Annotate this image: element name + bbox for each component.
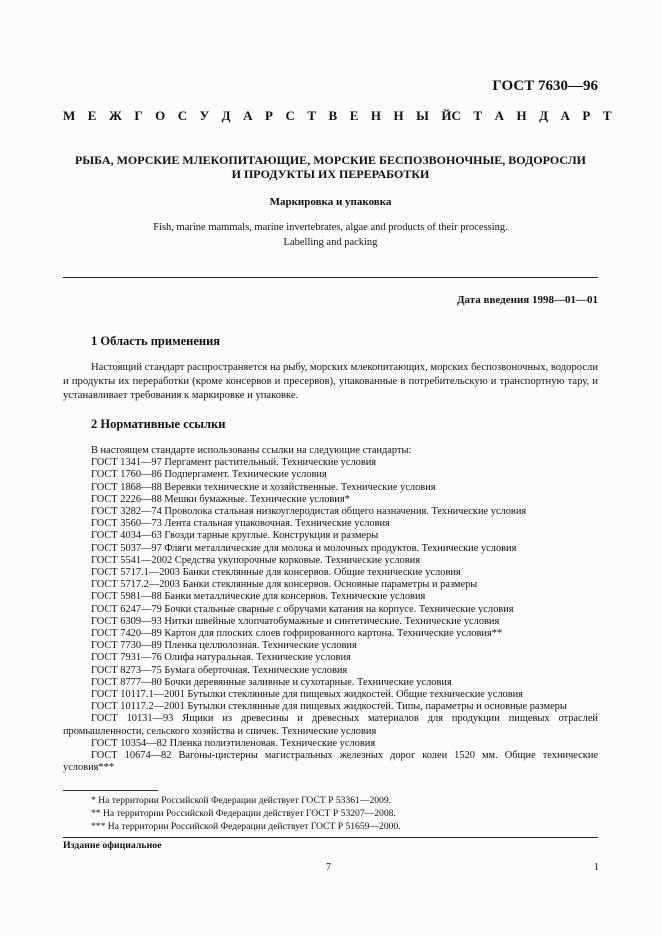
- interstate-word: [63, 108, 452, 124]
- page-number: 7: [326, 862, 331, 873]
- reference-items-wrapped: [63, 701, 598, 738]
- heading-letter: Д: [221, 108, 231, 123]
- reference-item: ГОСТ 1760—86 Подпергамент. Технические условия: [91, 469, 327, 481]
- heading-letter: У: [199, 108, 210, 123]
- heading-letter: Р: [582, 108, 591, 123]
- reference-item: ГОСТ 10117.2—2001 Бутылки стеклянные для пищевых жидкостей. Типы, параметры и основные размеры: [91, 701, 567, 713]
- reference-item: ГОСТ 5717.1—2003 Банки стеклянные для консервов. Общие технические условия: [91, 567, 461, 579]
- reference-item: ГОСТ 7931—76 Олифа натуральная. Технические условия: [91, 652, 351, 664]
- interstate-standard-heading: [63, 108, 612, 124]
- reference-item: ГОСТ 6309—93 Нитки швейные хлопчатобумажные и синтетические. Технические условия: [91, 615, 500, 627]
- heading-letter: С: [285, 108, 295, 123]
- reference-item: ГОСТ 4034—63 Гвозди тарные круглые. Конструкция и размеры: [91, 530, 379, 542]
- reference-item: ГОСТ 1341—97 Пергамент растительный. Технические условия: [91, 457, 377, 469]
- references-list: [63, 445, 598, 774]
- footnote: * На территории Российской Федерации действует ГОСТ Р 53361—2009.: [91, 795, 392, 806]
- english-title-line: Fish, marine mammals, marine invertebrates, algae and products of their processing.: [153, 222, 508, 233]
- header-divider: [63, 277, 598, 278]
- document-subtitle: Маркировка и упаковка: [269, 196, 392, 208]
- heading-letter: Д: [539, 108, 549, 123]
- references-lead: В настоящем стандарте использованы ссылки на следующие стандарты:: [91, 445, 412, 456]
- heading-letter: Н: [516, 108, 527, 123]
- document-title: [63, 153, 598, 181]
- reference-item: ГОСТ 1868—88 Веревки технические и хозяйственные. Технические условия: [91, 481, 436, 493]
- heading-letter: Р: [265, 108, 273, 123]
- reference-item: ГОСТ 10354—82 Пленка полиэтиленовая. Технические условия: [91, 737, 376, 749]
- heading-letter: Й: [441, 108, 452, 123]
- section-heading: 1 Область применения: [91, 334, 221, 348]
- reference-item: ГОСТ 6247—79 Бочки стальные сварные с обручами катания на корпусе. Технические условия: [91, 603, 514, 615]
- heading-letter: Ж: [108, 108, 122, 123]
- heading-letter: Г: [134, 108, 143, 123]
- reference-item: ГОСТ 5541—2002 Средства укупорочные корковые. Технические условия: [91, 554, 420, 566]
- heading-letter: М: [63, 108, 76, 123]
- reference-item: ГОСТ 5981—88 Банки металлические для консервов. Технические условия: [91, 591, 426, 603]
- footnote: *** На территории Российской Федерации действует ГОСТ Р 51659—2000.: [91, 821, 401, 832]
- reference-item: ГОСТ 3282—74 Проволока стальная низкоуглеродистая общего назначения. Технические условия: [91, 506, 527, 518]
- reference-item: ГОСТ 7420—89 Картон для плоских слоев гофрированного картона. Технические условия**: [91, 628, 503, 640]
- footnotes: [91, 794, 401, 833]
- footnote: ** На территории Российской Федерации действует ГОСТ Р 53207—2008.: [91, 808, 396, 819]
- heading-letter: Ы: [416, 108, 429, 123]
- footnote-divider: [63, 790, 158, 791]
- english-title-line: Labelling and packing: [283, 237, 378, 248]
- heading-letter: Т: [473, 108, 483, 123]
- title-line: РЫБА, МОРСКИЕ МЛЕКОПИТАЮЩИЕ, МОРСКИЕ БЕСПОЗВОНОЧНЫЕ, ВОДОРОСЛИ: [75, 153, 586, 167]
- reference-item: ГОСТ 10131—93 Ящики из древесины и древесных материалов для продукции пищевых отраслей промышленности, сельского хозяйства и спичек. Технические условия: [63, 713, 598, 737]
- introduction-date: Дата введения 1998—01—01: [456, 294, 598, 306]
- heading-letter: Е: [349, 108, 359, 123]
- reference-item: ГОСТ 8777—80 Бочки деревянные заливные и сухотарные. Технические условия: [91, 676, 452, 688]
- heading-letter: Н: [370, 108, 381, 123]
- paragraph-text: Настоящий стандарт распространяется на рыбу, морских млекопитающих, морских беспозвоночных, водоросли и продукты их переработки (кроме консервов и пресервов), упакованные в потребительскую и транспортную тару, и устанавливает требования к маркировке и упаковке.: [63, 362, 598, 401]
- section-heading: 2 Нормативные ссылки: [91, 417, 226, 431]
- reference-item: ГОСТ 5037—97 Фляги металлические для молока и молочных продуктов. Технические условия: [91, 542, 517, 554]
- edition-label: Издание официальное: [63, 840, 162, 851]
- english-title: [63, 220, 598, 250]
- reference-item: ГОСТ 2226—88 Мешки бумажные. Технические условия*: [91, 493, 350, 505]
- title-line: И ПРОДУКТЫ ИХ ПЕРЕРАБОТКИ: [231, 167, 430, 181]
- heading-letter: А: [243, 108, 253, 123]
- heading-letter: В: [328, 108, 338, 123]
- heading-letter: Н: [393, 108, 404, 123]
- heading-letter: А: [560, 108, 570, 123]
- reference-item: ГОСТ 5717.2—2003 Банки стеклянные для консервов. Основные параметры и размеры: [91, 579, 478, 591]
- reference-item: ГОСТ 10117.1—2001 Бутылки стеклянные для пищевых жидкостей. Общие технические условия: [91, 689, 523, 701]
- heading-letter: Е: [87, 108, 97, 123]
- reference-item: ГОСТ 10674—82 Вагоны-цистерны магистральных железных дорог колеи 1520 мм. Общие технические условия***: [63, 750, 598, 774]
- heading-letter: Т: [602, 108, 612, 123]
- gost-code: ГОСТ 7630—96: [492, 78, 598, 94]
- reference-item: ГОСТ 7730—89 Пленка целлюлозная. Технические условия: [91, 640, 357, 652]
- reference-item: ГОСТ 8273—75 Бумага оберточная. Технические условия: [91, 664, 348, 676]
- heading-letter: Т: [307, 108, 317, 123]
- heading-letter: С: [451, 108, 461, 123]
- reference-item: ГОСТ 3560—73 Лента стальная упаковочная. Технические условия: [91, 518, 390, 530]
- standard-word: [452, 108, 612, 124]
- heading-letter: А: [494, 108, 504, 123]
- heading-letter: С: [177, 108, 188, 123]
- page-sheet-number: 1: [594, 862, 599, 873]
- footer-divider: [63, 837, 598, 838]
- heading-letter: О: [155, 108, 166, 123]
- section-paragraph: [63, 361, 598, 403]
- reference-items: [63, 457, 598, 701]
